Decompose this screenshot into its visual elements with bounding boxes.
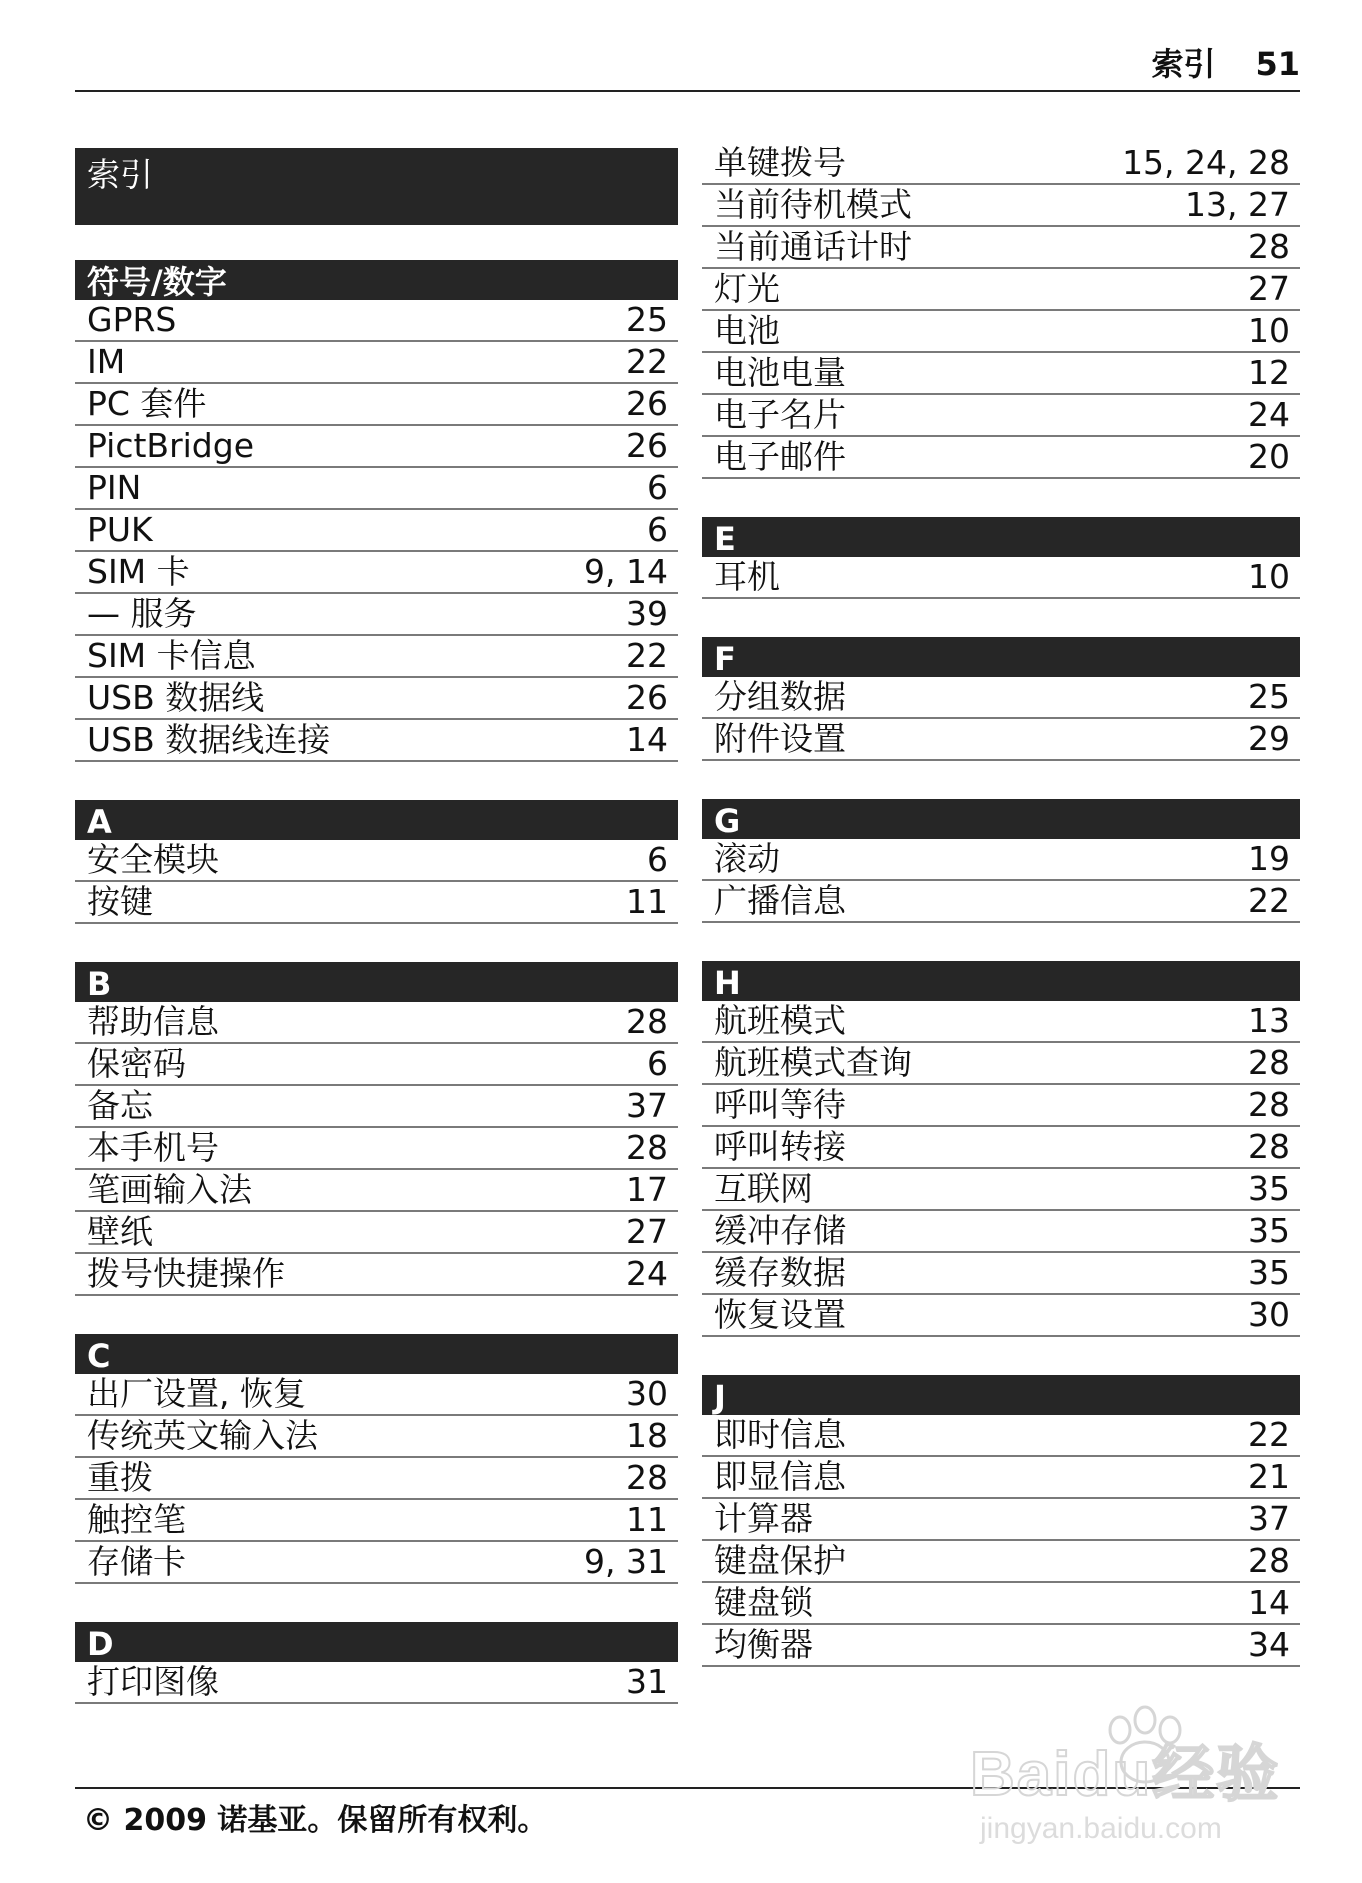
index-term: 恢复设置 (714, 1295, 846, 1334)
index-pages: 22 (626, 342, 668, 381)
index-pages: 24 (626, 1254, 668, 1293)
index-entry (75, 552, 678, 594)
index-pages: 28 (626, 1002, 668, 1041)
index-term: 电池 (714, 311, 780, 350)
index-pages: 10 (1248, 311, 1290, 350)
index-term: SIM 卡信息 (87, 636, 256, 675)
index-term: 拨号快捷操作 (87, 1254, 285, 1293)
index-pages: 15, 24, 28 (1122, 143, 1290, 182)
section-heading: A (75, 800, 678, 840)
index-entry (702, 269, 1300, 311)
index-entry (75, 426, 678, 468)
index-pages: 26 (626, 426, 668, 465)
index-term: USB 数据线 (87, 678, 265, 717)
index-section (702, 637, 1300, 761)
index-term: 打印图像 (87, 1662, 219, 1701)
index-pages: 19 (1248, 839, 1290, 878)
index-section (75, 1334, 678, 1584)
section-heading: H (702, 961, 1300, 1001)
index-pages: 28 (1248, 1085, 1290, 1124)
section-heading: D (75, 1622, 678, 1662)
index-pages: 28 (626, 1458, 668, 1497)
index-pages: 31 (626, 1662, 668, 1701)
index-entry (702, 227, 1300, 269)
index-term: 保密码 (87, 1044, 186, 1083)
index-term: PictBridge (87, 426, 254, 465)
index-term: 电子邮件 (714, 437, 846, 476)
header-section-title: 索引 (1151, 45, 1216, 83)
index-pages: 28 (1248, 1043, 1290, 1082)
index-entry (702, 1625, 1300, 1667)
index-entry (75, 636, 678, 678)
index-entry (702, 1541, 1300, 1583)
index-pages: 20 (1248, 437, 1290, 476)
index-pages: 22 (1248, 1415, 1290, 1454)
index-entry (75, 1662, 678, 1704)
right-index-sections (702, 517, 1300, 1667)
index-entry (75, 342, 678, 384)
section-heading: F (702, 637, 1300, 677)
index-term: 存储卡 (87, 1542, 186, 1581)
copyright-footer: © 2009 诺基亚。保留所有权利。 (75, 1787, 1300, 1841)
index-term: 缓存数据 (714, 1253, 846, 1292)
index-entry (75, 882, 678, 924)
index-pages: 28 (626, 1128, 668, 1167)
index-term: PC 套件 (87, 384, 207, 423)
index-term: 重拨 (87, 1458, 153, 1497)
index-term: GPRS (87, 300, 177, 339)
index-section (75, 800, 678, 924)
section-heading: G (702, 799, 1300, 839)
index-term: 笔画输入法 (87, 1170, 252, 1209)
index-term: 出厂设置, 恢复 (87, 1374, 306, 1413)
index-term: 广播信息 (714, 881, 846, 920)
index-pages: 27 (626, 1212, 668, 1251)
section-heading: B (75, 962, 678, 1002)
index-entry (75, 1416, 678, 1458)
index-pages: 6 (647, 510, 668, 549)
index-entry (75, 1002, 678, 1044)
index-entry (702, 1127, 1300, 1169)
index-pages: 17 (626, 1170, 668, 1209)
continued-entries (702, 143, 1300, 479)
index-entry (702, 143, 1300, 185)
index-entry (702, 1085, 1300, 1127)
index-term: 帮助信息 (87, 1002, 219, 1041)
index-entry (702, 1457, 1300, 1499)
index-pages: 28 (1248, 1127, 1290, 1166)
index-term: 键盘锁 (714, 1583, 813, 1622)
index-pages: 12 (1248, 353, 1290, 392)
index-pages: 27 (1248, 269, 1290, 308)
index-term: 航班模式 (714, 1001, 846, 1040)
index-pages: 26 (626, 678, 668, 717)
index-term: USB 数据线连接 (87, 720, 331, 759)
index-entry (702, 1253, 1300, 1295)
index-entry (702, 395, 1300, 437)
index-term: 附件设置 (714, 719, 846, 758)
index-entry (75, 840, 678, 882)
index-term: 呼叫转接 (714, 1127, 846, 1166)
index-entry (702, 1043, 1300, 1085)
baidu-watermark (970, 1700, 1290, 1870)
index-pages: 28 (1248, 1541, 1290, 1580)
index-pages: 30 (626, 1374, 668, 1413)
index-term: — 服务 (87, 594, 197, 633)
index-entry (702, 1211, 1300, 1253)
index-term: 缓冲存储 (714, 1211, 846, 1250)
index-entry (75, 678, 678, 720)
index-term: 分组数据 (714, 677, 846, 716)
index-section (702, 961, 1300, 1337)
index-entry (75, 468, 678, 510)
paw-logo-icon (1090, 1700, 1200, 1790)
index-term: 滚动 (714, 839, 780, 878)
section-heading: C (75, 1334, 678, 1374)
index-entry (702, 839, 1300, 881)
index-pages: 14 (626, 720, 668, 759)
index-pages: 37 (626, 1086, 668, 1125)
index-pages: 28 (1248, 227, 1290, 266)
index-entry (702, 1295, 1300, 1337)
index-pages: 21 (1248, 1457, 1290, 1496)
index-entry (75, 594, 678, 636)
index-section (702, 799, 1300, 923)
index-title: 索引 (75, 148, 678, 225)
index-term: 本手机号 (87, 1128, 219, 1167)
index-pages: 13 (1248, 1001, 1290, 1040)
index-term: 备忘 (87, 1086, 153, 1125)
index-pages: 24 (1248, 395, 1290, 434)
page-number: 51 (1255, 45, 1300, 83)
index-entry (702, 1499, 1300, 1541)
index-entry (75, 720, 678, 762)
index-section (75, 962, 678, 1296)
index-term: 计算器 (714, 1499, 813, 1538)
index-section (702, 517, 1300, 599)
index-pages: 9, 31 (584, 1542, 668, 1581)
index-entry (702, 719, 1300, 761)
index-section (75, 1622, 678, 1704)
index-entry (75, 1128, 678, 1170)
index-term: 当前通话计时 (714, 227, 912, 266)
watermark-url: jingyan.baidu.com (980, 1812, 1222, 1845)
index-pages: 29 (1248, 719, 1290, 758)
section-heading: J (702, 1375, 1300, 1415)
index-entry (702, 557, 1300, 599)
index-entry (75, 1044, 678, 1086)
index-entry (75, 1374, 678, 1416)
index-pages: 11 (626, 1500, 668, 1539)
index-entry (75, 300, 678, 342)
section-heading: 符号/数字 (75, 260, 678, 300)
index-entry (702, 311, 1300, 353)
index-pages: 35 (1248, 1169, 1290, 1208)
index-entry (75, 510, 678, 552)
index-entry (75, 1254, 678, 1296)
index-term: 呼叫等待 (714, 1085, 846, 1124)
index-entry (75, 1500, 678, 1542)
index-entry (75, 1170, 678, 1212)
index-pages: 25 (626, 300, 668, 339)
index-pages: 26 (626, 384, 668, 423)
index-pages: 22 (1248, 881, 1290, 920)
index-entry (75, 1542, 678, 1584)
index-pages: 9, 14 (584, 552, 668, 591)
right-column (702, 143, 1300, 1705)
index-term: 电池电量 (714, 353, 846, 392)
index-entry (702, 185, 1300, 227)
index-entry (702, 1169, 1300, 1211)
index-pages: 6 (647, 840, 668, 879)
index-entry (702, 881, 1300, 923)
index-pages: 6 (647, 468, 668, 507)
index-pages: 22 (626, 636, 668, 675)
index-pages: 34 (1248, 1625, 1290, 1664)
index-entry (702, 677, 1300, 719)
index-pages: 37 (1248, 1499, 1290, 1538)
index-term: 键盘保护 (714, 1541, 846, 1580)
section-heading: E (702, 517, 1300, 557)
index-term: 均衡器 (714, 1625, 813, 1664)
index-entry (75, 1212, 678, 1254)
index-pages: 25 (1248, 677, 1290, 716)
index-entry (75, 384, 678, 426)
index-term: 即显信息 (714, 1457, 846, 1496)
left-index-sections (75, 260, 678, 1704)
index-pages: 18 (626, 1416, 668, 1455)
page-header (75, 44, 1300, 92)
index-entry (702, 353, 1300, 395)
index-pages: 35 (1248, 1211, 1290, 1250)
index-pages: 39 (626, 594, 668, 633)
index-pages: 11 (626, 882, 668, 921)
index-term: PIN (87, 468, 142, 507)
index-term: 耳机 (714, 557, 780, 596)
index-entry (702, 1001, 1300, 1043)
index-term: 单键拨号 (714, 143, 846, 182)
index-entry (702, 1415, 1300, 1457)
index-entry (75, 1086, 678, 1128)
index-term: 灯光 (714, 269, 780, 308)
index-term: 安全模块 (87, 840, 219, 879)
index-term: PUK (87, 510, 153, 549)
index-term: 按键 (87, 882, 153, 921)
index-term: 航班模式查询 (714, 1043, 912, 1082)
index-term: 互联网 (714, 1169, 813, 1208)
index-entry (702, 1583, 1300, 1625)
index-term: 传统英文输入法 (87, 1416, 318, 1455)
index-term: 电子名片 (714, 395, 846, 434)
index-entry (75, 1458, 678, 1500)
index-term: SIM 卡 (87, 552, 190, 591)
index-pages: 30 (1248, 1295, 1290, 1334)
left-column (75, 148, 678, 1742)
index-section (702, 1375, 1300, 1667)
watermark-brand: Baidu经验 (970, 1740, 1281, 1809)
index-term: 即时信息 (714, 1415, 846, 1454)
index-pages: 6 (647, 1044, 668, 1083)
index-pages: 14 (1248, 1583, 1290, 1622)
index-term: IM (87, 342, 126, 381)
index-pages: 35 (1248, 1253, 1290, 1292)
index-entry (702, 437, 1300, 479)
index-pages: 13, 27 (1185, 185, 1290, 224)
index-section (75, 260, 678, 762)
index-term: 触控笔 (87, 1500, 186, 1539)
index-term: 壁纸 (87, 1212, 153, 1251)
index-term: 当前待机模式 (714, 185, 912, 224)
index-pages: 10 (1248, 557, 1290, 596)
